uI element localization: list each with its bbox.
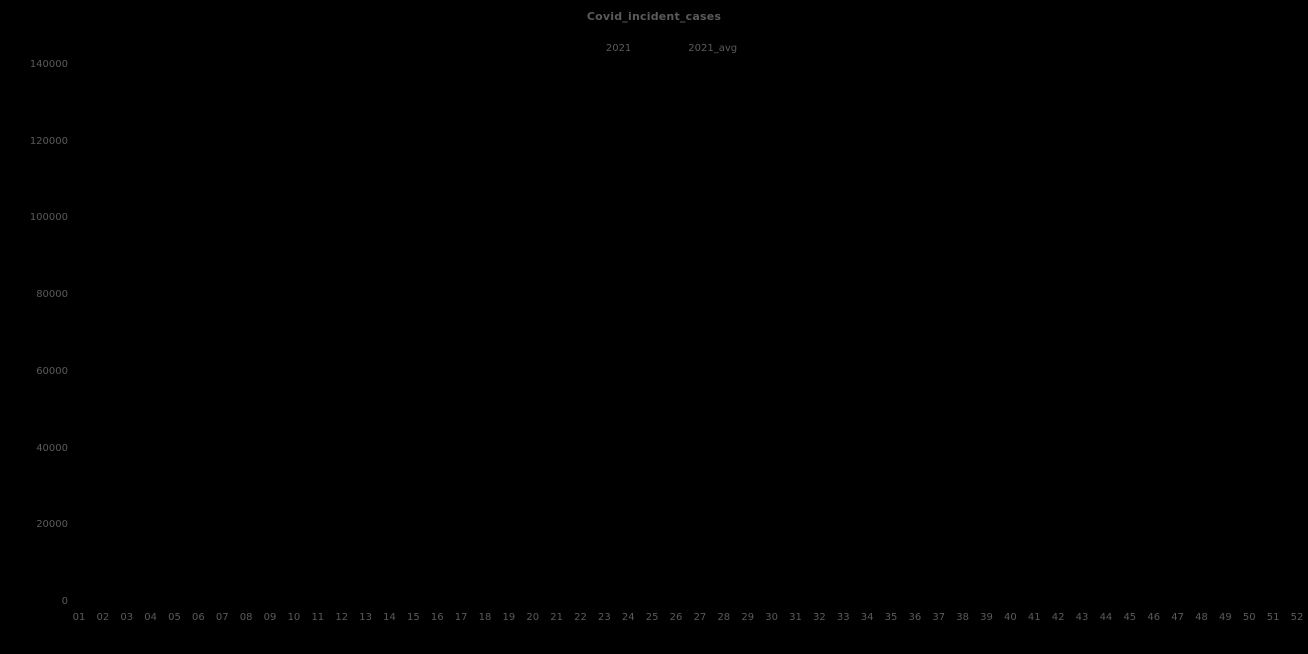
y-tick-label: 120000: [29, 135, 68, 147]
legend-item-2021: [571, 43, 631, 54]
legend-item-2021-avg: [653, 43, 737, 54]
x-tick-label: 20: [526, 612, 540, 623]
legend: [0, 43, 1308, 54]
x-tick-label: 38: [956, 612, 969, 623]
x-tick-label: 01: [72, 612, 86, 623]
x-tick-label: 50: [1242, 612, 1256, 623]
x-tick-label: 07: [215, 612, 229, 623]
x-tick-label: 52: [1290, 612, 1304, 623]
y-tick-label: 60000: [36, 365, 68, 377]
x-tick-label: 51: [1266, 612, 1280, 623]
legend-label-2021-avg: 2021_avg: [688, 43, 738, 54]
x-tick-label: 06: [192, 612, 205, 623]
x-tick-label: 31: [789, 612, 802, 623]
x-tick-label: 34: [860, 612, 874, 623]
x-tick-label: 22: [574, 612, 587, 623]
x-tick-label: 28: [717, 612, 731, 623]
x-tick-label: 25: [645, 612, 659, 623]
series-lines: [73, 60, 1303, 602]
x-tick-label: 21: [550, 612, 563, 623]
x-tick-label: 42: [1051, 612, 1065, 623]
y-tick-label: 100000: [29, 212, 68, 224]
x-tick-label: 14: [383, 612, 396, 623]
x-tick-label: 37: [932, 612, 946, 623]
x-tick-label: 45: [1123, 612, 1137, 623]
y-tick-label: 20000: [36, 519, 68, 531]
x-tick-label: 05: [168, 612, 181, 623]
x-tick-label: 15: [406, 612, 420, 623]
x-tick-label: 44: [1099, 612, 1113, 623]
x-tick-label: 43: [1075, 612, 1089, 623]
x-tick-label: 49: [1218, 612, 1232, 623]
x-tick-label: 04: [144, 612, 157, 623]
x-tick-label: 26: [669, 612, 683, 623]
x-tick-label: 41: [1027, 612, 1041, 623]
x-tick-label: 09: [263, 612, 277, 623]
x-tick-label: 02: [96, 612, 110, 623]
plot-area: [73, 60, 1303, 602]
x-tick-label: 48: [1195, 612, 1208, 623]
y-tick-label: 40000: [36, 442, 68, 454]
x-tick-label: 47: [1171, 612, 1184, 623]
x-tick-label: 40: [1004, 612, 1017, 623]
x-tick-label: 10: [287, 612, 301, 623]
x-tick-label: 16: [430, 612, 444, 623]
x-tick-label: 36: [908, 612, 922, 623]
x-tick-label: 33: [836, 612, 850, 623]
x-tick-label: 30: [765, 612, 778, 623]
x-tick-label: 11: [311, 612, 325, 623]
x-tick-label: 12: [335, 612, 349, 623]
x-tick-label: 03: [120, 612, 134, 623]
x-tick-label: 17: [454, 612, 468, 623]
x-tick-label: 27: [693, 612, 707, 623]
x-tick-label: 13: [359, 612, 372, 623]
x-tick-label: 29: [741, 612, 755, 623]
x-tick-label: 18: [478, 612, 492, 623]
x-tick-label: 46: [1147, 612, 1161, 623]
x-tick-label: 19: [502, 612, 516, 623]
x-tick-label: 32: [812, 612, 826, 623]
legend-line-icon: [571, 48, 598, 50]
y-tick-label: 80000: [36, 289, 68, 301]
legend-line-icon: [653, 48, 680, 50]
x-tick-label: 23: [598, 612, 611, 623]
y-tick-label: 140000: [29, 59, 68, 70]
y-tick-label: 0: [61, 596, 68, 607]
x-tick-label: 24: [621, 612, 635, 623]
x-tick-label: 08: [239, 612, 253, 623]
x-tick-label: 35: [884, 612, 898, 623]
x-tick-label: 39: [980, 612, 993, 623]
legend-label-2021: 2021: [605, 43, 632, 54]
chart-title: Covid_incident_cases: [586, 10, 722, 23]
